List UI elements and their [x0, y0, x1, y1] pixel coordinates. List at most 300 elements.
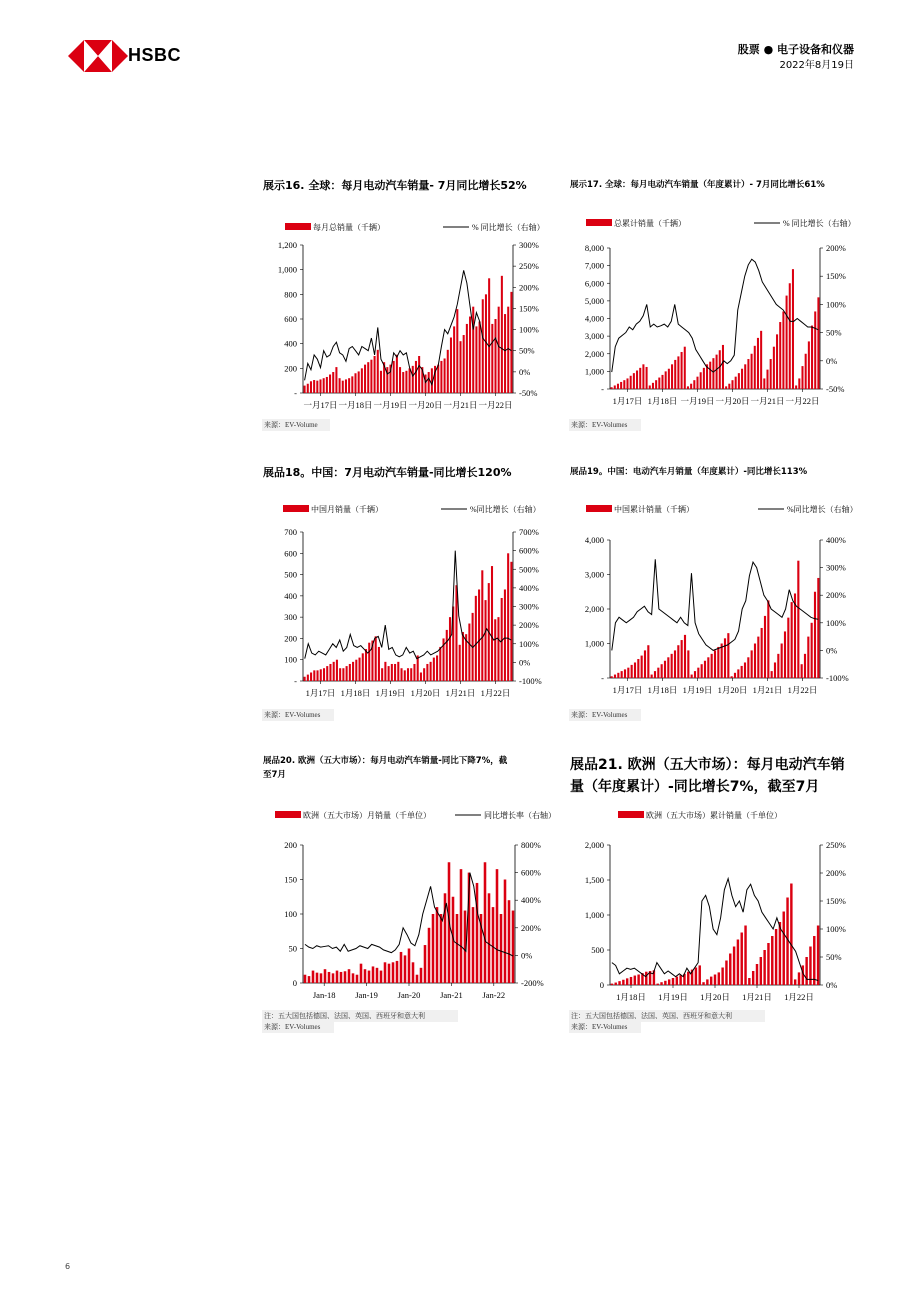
bar — [394, 664, 396, 681]
y2-tick-label: 100% — [826, 299, 846, 310]
bar — [734, 673, 736, 678]
x-tick-label: 1月21日 — [752, 685, 783, 695]
bar — [308, 976, 311, 983]
bar — [488, 893, 491, 983]
bar — [396, 961, 399, 983]
bar — [731, 380, 733, 389]
y2-tick-label: 50% — [826, 327, 842, 338]
x-tick-label: 1月21日 — [742, 992, 772, 1002]
legend-line-label: % 同比增长（右轴） — [472, 223, 545, 232]
bar — [348, 378, 350, 393]
bar — [377, 350, 379, 393]
bar — [694, 671, 696, 678]
y2-tick-label: 600% — [521, 867, 541, 878]
x-tick-label: 1月19日 — [375, 688, 406, 698]
bar — [741, 933, 743, 986]
y2-tick-label: 600% — [519, 545, 539, 556]
y-tick-label: 0 — [599, 980, 604, 990]
bar — [639, 368, 641, 389]
bar — [681, 352, 683, 389]
bar — [631, 665, 633, 678]
x-tick-label: Jan-19 — [355, 990, 378, 1000]
bar — [349, 664, 351, 681]
y2-tick-label: -100% — [519, 676, 542, 686]
bar — [757, 637, 759, 678]
x-tick-label: Jan-18 — [312, 990, 336, 1000]
bar — [460, 869, 463, 983]
y2-tick-label: -50% — [826, 384, 845, 394]
bar — [664, 661, 666, 678]
bar — [428, 928, 431, 983]
bar — [677, 645, 679, 678]
bar — [805, 354, 807, 389]
y-tick-label: 1,000 — [584, 366, 604, 377]
bar — [453, 326, 455, 393]
bar — [479, 321, 481, 393]
bar — [324, 969, 327, 983]
bar — [630, 376, 632, 389]
y2-tick-label: 300% — [519, 601, 539, 612]
bar — [744, 926, 746, 986]
y-tick-label: 600 — [284, 314, 297, 324]
bar — [737, 940, 739, 986]
bar — [360, 964, 363, 983]
bar — [426, 664, 428, 681]
y-tick-label: 50 — [288, 943, 297, 954]
bar — [672, 978, 674, 985]
bar — [712, 358, 714, 389]
bar — [775, 929, 777, 985]
bar — [418, 356, 420, 393]
bar — [472, 307, 474, 393]
y-tick-label: - — [601, 673, 604, 683]
bar — [475, 326, 477, 393]
bar — [344, 971, 347, 983]
y-tick-label: 700 — [284, 527, 297, 537]
bar — [326, 377, 328, 393]
bar — [342, 381, 344, 393]
bar — [312, 971, 315, 983]
chart-5-title: 展品20. 欧洲（五大市场）：每月电动汽车销量-同比下降7%，截至7月 — [263, 756, 508, 780]
bar — [424, 945, 427, 983]
bar — [304, 677, 306, 681]
x-tick-label: 1月18日 — [340, 688, 371, 698]
y-tick-label: 2,000 — [584, 604, 604, 614]
bar — [440, 914, 443, 983]
y2-tick-label: -200% — [521, 978, 544, 988]
y2-tick-label: -100% — [826, 673, 849, 683]
bar — [738, 373, 740, 389]
bar — [498, 307, 500, 393]
y-tick-label: 1,000 — [584, 638, 604, 649]
bar — [767, 943, 769, 985]
bar — [304, 975, 307, 983]
bar — [711, 654, 713, 678]
y2-tick-label: 250% — [826, 840, 846, 850]
bar — [507, 307, 509, 393]
x-tick-label: 1月18日 — [647, 396, 678, 406]
y-tick-label: 1,500 — [584, 875, 604, 885]
bar — [617, 384, 619, 389]
bar — [504, 880, 507, 984]
y2-tick-label: 150% — [826, 271, 846, 282]
bar — [409, 368, 411, 393]
y-tick-label: 800 — [284, 289, 297, 300]
bar — [335, 367, 337, 393]
bar — [449, 617, 451, 681]
y-tick-label: 3,000 — [584, 569, 604, 580]
bar — [752, 971, 754, 985]
bar — [808, 341, 810, 389]
legend-bar-swatch — [285, 223, 311, 230]
bar — [764, 616, 766, 678]
bar — [319, 379, 321, 393]
chart-5-note: 注：五大国包括德国、法国、英国、西班牙和意大利 — [262, 1010, 458, 1022]
bar — [710, 977, 712, 985]
bar — [420, 968, 423, 983]
bar — [737, 669, 739, 678]
bar — [481, 570, 483, 681]
bar — [485, 600, 487, 681]
bar — [817, 578, 819, 678]
y-tick-label: 400 — [284, 338, 297, 349]
bar — [779, 322, 781, 389]
y2-tick-label: 100% — [826, 617, 846, 628]
bar — [748, 978, 750, 985]
bar — [462, 632, 464, 681]
chart-6-source: 来源：EV-Volumes — [569, 1021, 641, 1033]
bar — [615, 983, 617, 985]
bar — [476, 883, 479, 983]
bar — [367, 362, 369, 393]
bar — [622, 980, 624, 985]
legend-bar-label: 欧洲（五大市场）累计销量（千单位） — [646, 811, 782, 820]
bar — [375, 636, 377, 681]
y2-tick-label: 800% — [521, 840, 541, 850]
bar — [771, 671, 773, 678]
bar — [661, 375, 663, 389]
chart-6-title: 展品21. 欧洲（五大市场）：每月电动汽车销量（年度累计）-同比增长7%，截至7月 — [570, 757, 845, 795]
x-tick-label: 1月20日 — [717, 685, 748, 695]
y2-tick-label: 0% — [826, 355, 838, 366]
bar — [420, 672, 422, 681]
bar — [484, 862, 487, 983]
bar — [351, 376, 353, 393]
bar — [491, 324, 493, 393]
bar — [336, 660, 338, 681]
bar — [716, 355, 718, 389]
bar — [423, 668, 425, 681]
bar — [645, 972, 647, 985]
y-tick-label: 5,000 — [584, 295, 604, 306]
y2-tick-label: 100% — [519, 324, 539, 335]
bar — [783, 912, 785, 986]
bar — [611, 676, 613, 678]
y-tick-label: 100 — [284, 654, 297, 665]
bar — [646, 367, 648, 389]
bar — [507, 553, 509, 681]
x-tick-label: 一月19日 — [373, 400, 408, 410]
bar — [463, 335, 465, 393]
bar — [703, 368, 705, 389]
y2-tick-label: 200% — [826, 243, 846, 253]
bar — [697, 668, 699, 678]
bar — [323, 378, 325, 393]
bar — [681, 640, 683, 678]
bar — [658, 378, 660, 389]
legend-bar-label: 总累计销量（千辆） — [614, 219, 686, 228]
bar — [661, 664, 663, 678]
bar — [313, 670, 315, 681]
bar — [388, 964, 391, 983]
bar — [790, 884, 792, 986]
bar — [770, 359, 772, 389]
bar — [412, 962, 415, 983]
x-tick-label: 1月21日 — [445, 688, 476, 698]
legend-line-label: % 同比增长（右轴） — [783, 219, 856, 228]
bar — [644, 650, 646, 678]
y2-tick-label: 50% — [519, 345, 535, 356]
legend-line-label: 同比增长率（右轴） — [484, 811, 556, 820]
bar — [789, 283, 791, 389]
y-tick-label: 200 — [284, 633, 297, 644]
bar — [651, 675, 653, 678]
x-tick-label: Jan-21 — [440, 990, 463, 1000]
bar — [671, 364, 673, 389]
bar — [488, 278, 490, 393]
y2-tick-label: 400% — [519, 582, 539, 593]
bar — [657, 668, 659, 678]
bar — [756, 964, 758, 985]
chart-4-source: 来源：EV-Volumes — [569, 709, 641, 721]
bar — [699, 965, 701, 985]
bar — [660, 982, 662, 985]
bar — [430, 662, 432, 681]
bar — [417, 655, 419, 681]
y-tick-label: - — [294, 388, 297, 398]
x-tick-label: 1月22日 — [787, 685, 818, 695]
bar — [674, 650, 676, 678]
bar — [657, 984, 659, 985]
bar — [676, 977, 678, 985]
bar — [801, 366, 803, 389]
bar — [722, 345, 724, 389]
bar — [630, 977, 632, 985]
bar — [358, 371, 360, 393]
bar — [626, 978, 628, 985]
x-tick-label: Jan-20 — [397, 990, 421, 1000]
bar — [791, 602, 793, 678]
bar — [307, 675, 309, 681]
y-tick-label: 1,000 — [277, 264, 297, 275]
bar — [702, 982, 704, 985]
bar — [665, 371, 667, 389]
y2-tick-label: 0% — [826, 645, 838, 656]
bar — [624, 669, 626, 678]
bar — [380, 371, 382, 393]
bar — [397, 662, 399, 681]
bar — [747, 657, 749, 678]
bar — [679, 975, 681, 985]
bar — [328, 972, 331, 983]
bar — [757, 338, 759, 389]
bar — [717, 647, 719, 678]
logo-text: HSBC — [128, 45, 182, 65]
bar — [684, 635, 686, 678]
bar — [674, 360, 676, 389]
y-tick-label: 7,000 — [584, 260, 604, 271]
bar — [725, 386, 727, 389]
bar — [494, 619, 496, 681]
bar — [401, 668, 403, 681]
bar — [767, 600, 769, 678]
bar — [744, 662, 746, 678]
bar — [352, 973, 355, 983]
x-tick-label: 1月17日 — [305, 688, 336, 698]
y2-tick-label: 200% — [519, 620, 539, 631]
bar — [792, 269, 794, 389]
y2-tick-label: -50% — [519, 388, 538, 398]
bar — [323, 668, 325, 681]
y2-tick-label: 300% — [826, 562, 846, 573]
bar — [320, 669, 322, 681]
bar — [432, 914, 435, 983]
y2-tick-label: 500% — [519, 564, 539, 575]
bar — [345, 379, 347, 393]
bar — [404, 670, 406, 681]
bar — [634, 976, 636, 985]
bar — [655, 380, 657, 389]
bar — [365, 649, 367, 681]
chart-2-title: 展示17. 全球：每月电动汽车销量（年度累计）- 7月同比增长61% — [570, 180, 825, 190]
bar — [771, 936, 773, 985]
bar — [447, 350, 449, 393]
bar — [472, 907, 475, 983]
bar — [508, 900, 511, 983]
bar — [436, 907, 439, 983]
chart-3-source: 来源：EV-Volumes — [262, 709, 334, 721]
bar — [456, 309, 458, 393]
legend-line-label: %同比增长（右轴） — [470, 505, 541, 514]
legend-line-label: %同比增长（右轴） — [787, 505, 858, 514]
bar — [393, 361, 395, 393]
bar — [374, 356, 376, 393]
bar — [402, 372, 404, 393]
legend-bar-label: 欧洲（五大市场）月销量（千单位） — [303, 811, 431, 820]
bar — [329, 664, 331, 681]
x-tick-label: 1月19日 — [658, 992, 688, 1002]
y-tick-label: 200 — [284, 840, 297, 850]
bar — [400, 952, 403, 983]
bar — [466, 324, 468, 393]
bar — [310, 381, 312, 393]
x-tick-label: 一月20日 — [408, 400, 443, 410]
x-tick-label: 一月21日 — [443, 400, 478, 410]
bar — [718, 972, 720, 985]
bar — [811, 326, 813, 389]
bar — [332, 973, 335, 983]
y-tick-label: 2,000 — [584, 840, 604, 850]
chart-1-source: 来源：EV-Volume — [262, 419, 330, 431]
page-number: 6 — [65, 1262, 71, 1271]
x-tick-label: 1月19日 — [682, 685, 713, 695]
bar — [690, 384, 692, 389]
bar — [491, 566, 493, 681]
bar — [317, 670, 319, 681]
bar — [693, 380, 695, 389]
bar — [500, 914, 503, 983]
bar — [687, 650, 689, 678]
legend-bar-swatch — [618, 811, 644, 818]
y-tick-label: 400 — [284, 590, 297, 601]
x-tick-label: 1月17日 — [612, 685, 643, 695]
bar — [320, 973, 323, 983]
y2-tick-label: 50% — [826, 952, 842, 962]
bar — [801, 664, 803, 678]
chart-2-global-cumulative — [562, 215, 867, 430]
bar — [760, 957, 762, 985]
y2-tick-label: 150% — [826, 896, 846, 906]
bar — [504, 589, 506, 681]
chart-1-title: 展示16. 全球：每月电动汽车销量- 7月同比增长52% — [263, 179, 527, 192]
legend-bar-label: 每月总销量（千辆） — [313, 223, 385, 232]
bar — [381, 668, 383, 681]
bar — [399, 367, 401, 393]
bar — [340, 972, 343, 983]
bar — [754, 346, 756, 389]
bar — [671, 654, 673, 678]
bar — [408, 949, 411, 984]
bar — [782, 311, 784, 389]
bar — [459, 341, 461, 393]
bar — [684, 347, 686, 389]
bar — [636, 370, 638, 389]
bar — [719, 350, 721, 389]
bar — [763, 950, 765, 985]
bar — [794, 979, 796, 985]
bar — [356, 975, 359, 983]
bar — [741, 666, 743, 678]
bar — [668, 369, 670, 389]
bar — [614, 675, 616, 678]
bar — [440, 361, 442, 393]
bar — [704, 661, 706, 678]
bar — [510, 292, 512, 393]
legend-bar-swatch — [275, 811, 301, 818]
bar — [777, 654, 779, 678]
bar — [735, 377, 737, 389]
bar — [455, 585, 457, 681]
bar — [787, 618, 789, 678]
y-tick-label: 500 — [591, 945, 604, 955]
bar — [642, 364, 644, 389]
bar — [724, 638, 726, 678]
bar — [805, 957, 807, 985]
bar — [384, 962, 387, 983]
chart-3-china-monthly — [255, 500, 555, 715]
bar — [725, 961, 727, 986]
chart-4-china-cumulative — [562, 500, 867, 715]
x-tick-label: 1月18日 — [647, 685, 678, 695]
bar — [695, 968, 697, 986]
bar — [496, 869, 499, 983]
bar — [342, 668, 344, 681]
bar — [396, 355, 398, 393]
bar — [482, 299, 484, 393]
line-series — [612, 559, 818, 650]
y2-tick-label: 150% — [519, 303, 539, 314]
bar — [637, 975, 639, 986]
